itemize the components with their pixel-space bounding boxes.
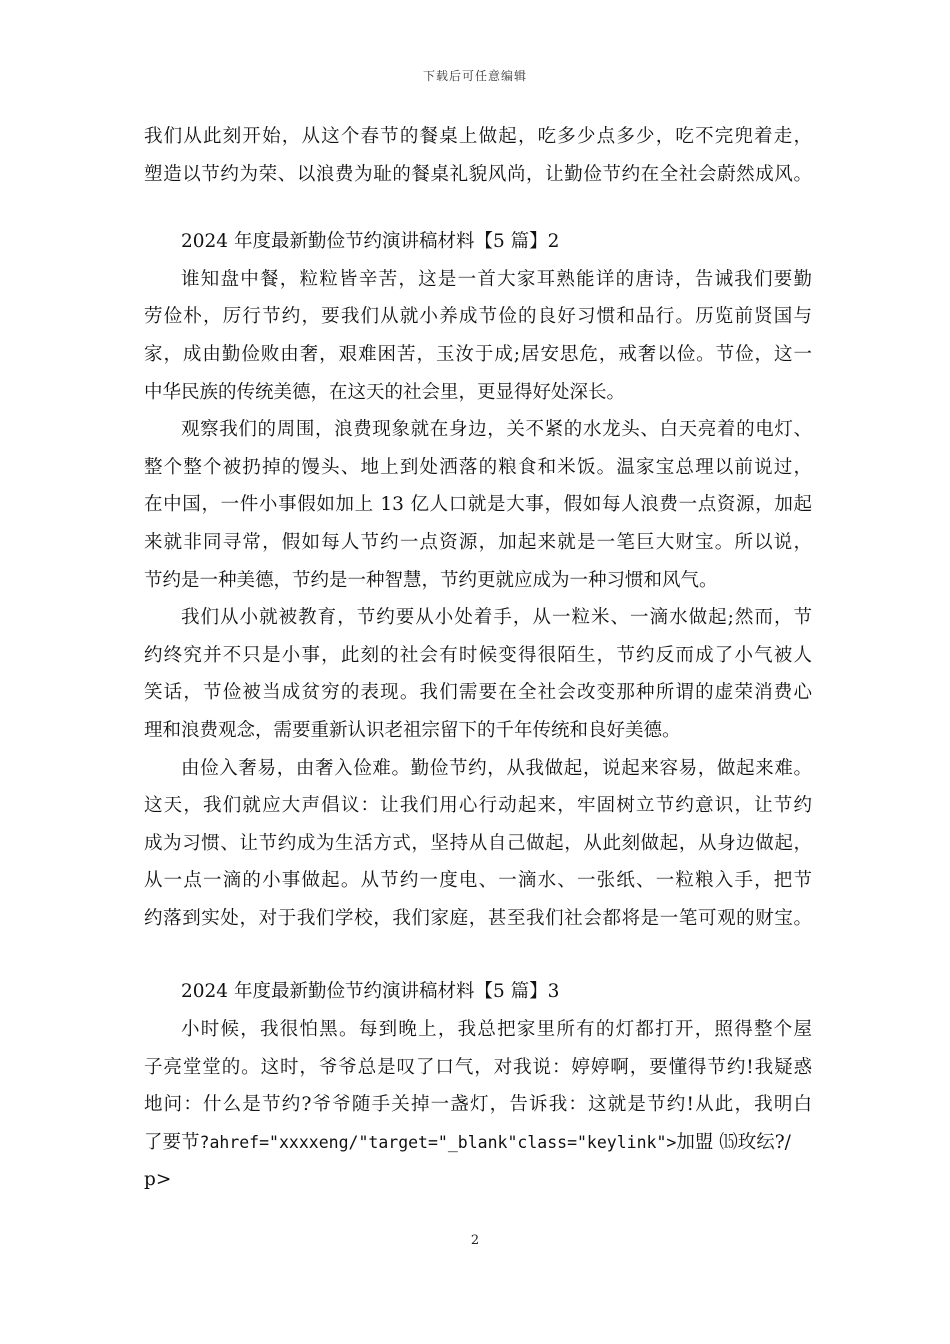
text-line: 从一点一滴的小事做起。从节约一度电、一滴水、一张纸、一粒粮入手，把节 bbox=[144, 870, 812, 892]
text-line: 地问：什么是节约?爷爷随手关掉一盏灯，告诉我：这就是节约!从此，我明白 bbox=[144, 1094, 812, 1116]
text-line: 我们从小就被教育，节约要从小处着手，从一粒米、一滴水做起;然而，节 bbox=[181, 607, 812, 629]
paragraph bbox=[144, 599, 812, 749]
section-title: 2024 年度最新勤俭节约演讲稿材料【5 篇】3 bbox=[181, 981, 560, 1003]
paragraph bbox=[144, 750, 812, 938]
text-line: 节约是一种美德，节约是一种智慧，节约更就应成为一种习惯和风气。 bbox=[144, 569, 718, 591]
paragraph-intro bbox=[144, 118, 812, 193]
text-line-with-code bbox=[144, 1124, 812, 1162]
paragraph bbox=[144, 261, 812, 411]
section-2 bbox=[144, 223, 812, 937]
text-line: 笑话，节俭被当成贫穷的表现。我们需要在全社会改变那种所谓的虚荣消费心 bbox=[144, 682, 812, 704]
spacer bbox=[144, 937, 812, 973]
page-header: 下载后可任意编辑 bbox=[422, 69, 527, 83]
text-line: 塑造以节约为荣、以浪费为耻的餐桌礼貌风尚，让勤俭节约在全社会蔚然成风。 bbox=[144, 163, 812, 185]
section-title: 2024 年度最新勤俭节约演讲稿材料【5 篇】2 bbox=[181, 231, 560, 253]
text-line: 在中国，一件小事假如加上 13 亿人口就是大事，假如每人浪费一点资源，加起 bbox=[144, 494, 812, 516]
html-code-fragment: ?ahref="xxxxeng/"target="_blank"class="keylink"> bbox=[199, 1132, 677, 1152]
paragraph bbox=[144, 411, 812, 599]
spacer bbox=[144, 193, 812, 223]
text-line: 观察我们的周围，浪费现象就在身边，关不紧的水龙头、白天亮着的电灯、 bbox=[181, 419, 812, 441]
document-body bbox=[144, 118, 812, 1199]
text-line: 约落到实处，对于我们学校，我们家庭，甚至我们社会都将是一笔可观的财宝。 bbox=[144, 907, 812, 929]
text-line: 小时候，我很怕黑。每到晚上，我总把家里所有的灯都打开，照得整个屋 bbox=[181, 1019, 812, 1041]
page-number: 2 bbox=[470, 1233, 480, 1248]
text-line: 家，成由勤俭败由奢，艰难困苦，玉汝于成;居安思危，戒奢以俭。节俭，这一 bbox=[144, 343, 812, 365]
text-line: p> bbox=[144, 1169, 172, 1191]
text-line: 中华民族的传统美德，在这天的社会里，更显得好处深长。 bbox=[144, 381, 626, 403]
text-line: 我们从此刻开始，从这个春节的餐桌上做起，吃多少点多少，吃不完兜着走， bbox=[144, 126, 812, 147]
text-line: 理和浪费观念，需要重新认识老祖宗留下的千年传统和良好美德。 bbox=[144, 719, 681, 741]
text-line: 约终究并不只是小事，此刻的社会有时候变得很陌生，节约反而成了小气被人 bbox=[144, 644, 812, 666]
text-line: 整个整个被扔掉的馒头、地上到处洒落的粮食和米饭。温家宝总理以前说过， bbox=[144, 456, 812, 478]
text-fragment: 了要节 bbox=[144, 1131, 200, 1153]
text-line: 谁知盘中餐，粒粒皆辛苦，这是一首大家耳熟能详的唐诗，告诫我们要勤 bbox=[181, 268, 812, 290]
section-3 bbox=[144, 973, 812, 1199]
text-line: 这天，我们就应大声倡议：让我们用心行动起来，牢固树立节约意识，让节约 bbox=[144, 795, 812, 817]
text-fragment: 加盟 ⒂玫纭?/ bbox=[676, 1131, 791, 1153]
text-line: 劳俭朴，厉行节约，要我们从就小养成节俭的良好习惯和品行。历览前贤国与 bbox=[144, 306, 812, 328]
text-line: 子亮堂堂的。这时，爷爷总是叹了口气，对我说：婷婷啊，要懂得节约!我疑惑 bbox=[144, 1056, 812, 1078]
text-line: 成为习惯、让节约成为生活方式，坚持从自己做起，从此刻做起，从身边做起， bbox=[144, 832, 812, 854]
text-line: 由俭入奢易，由奢入俭难。勤俭节约，从我做起，说起来容易，做起来难。 bbox=[181, 757, 812, 779]
paragraph bbox=[144, 1011, 812, 1199]
text-line: 来就非同寻常，假如每人节约一点资源，加起来就是一笔巨大财宝。所以说， bbox=[144, 531, 812, 553]
